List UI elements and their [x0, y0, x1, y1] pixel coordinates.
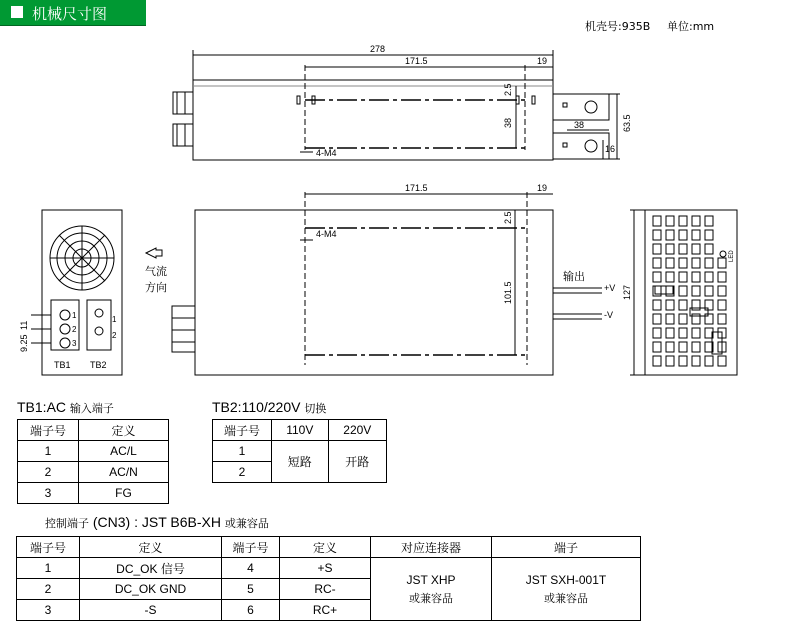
top-view: [173, 50, 620, 160]
led-label: LED: [729, 250, 735, 262]
vent-slot: [666, 342, 674, 352]
vent-slot: [679, 328, 687, 338]
vent-slot: [679, 230, 687, 240]
table-cell: FG: [79, 483, 169, 504]
vent-slot: [653, 244, 661, 254]
vent-slot: [718, 258, 726, 268]
cn3-header-def-a: 定义: [80, 537, 222, 558]
vent-slot: [653, 258, 661, 268]
cn3-connector-line-1: JST XHP: [406, 572, 456, 587]
vent-slot: [705, 272, 713, 282]
vent-slot: [705, 216, 713, 226]
vent-slot: [718, 356, 726, 366]
table-cell: 2: [17, 579, 80, 600]
tb2-pin-1: 1: [112, 315, 117, 324]
vent-slot: [705, 244, 713, 254]
tb1-header-pin: 端子号: [18, 420, 79, 441]
cn3-header-def-b: 定义: [280, 537, 371, 558]
vent-slot: [666, 230, 674, 240]
cn3-terminal-line-1: JST SXH-001T: [525, 572, 607, 587]
cn3-terminal-cell: [492, 558, 641, 621]
dim-63-5-label: 63.5: [622, 114, 632, 132]
vent-slot: [692, 286, 700, 296]
dim-171-side-label: 171.5: [405, 183, 428, 193]
airflow-label-2: 方向: [145, 282, 167, 294]
tb1-header-definition: 定义: [79, 420, 169, 441]
cn3-header-pin-b: 端子号: [222, 537, 280, 558]
vent-slot: [692, 230, 700, 240]
tb2-pin-2: 2: [112, 331, 117, 340]
vent-slot: [679, 286, 687, 296]
dim-19-label: 19: [537, 56, 548, 66]
table-cell: 3: [18, 483, 79, 504]
airflow-label-1: 气流: [145, 266, 167, 278]
dim-38-horizontal-label: 38: [574, 120, 585, 130]
vent-slot: [705, 286, 713, 296]
table-cell: 2: [18, 462, 79, 483]
tb1-table: [17, 419, 169, 504]
tb2-header-220v: 220V: [328, 420, 386, 441]
cn3-header-terminal: 端子: [492, 537, 641, 558]
vent-slot: [679, 216, 687, 226]
vent-slot: [679, 300, 687, 310]
table-cell: 3: [17, 600, 80, 621]
vent-slot: [692, 244, 700, 254]
vent-slot: [718, 300, 726, 310]
dim-2-5-side-label: 2.5: [503, 211, 513, 224]
table-row: [18, 462, 169, 483]
vent-slot: [705, 230, 713, 240]
vent-slot: [718, 286, 726, 296]
fan-view: [31, 210, 122, 375]
vent-slot: [692, 356, 700, 366]
vent-slot: [692, 328, 700, 338]
cn3-header-pin-a: 端子号: [17, 537, 80, 558]
dim-19-side-label: 19: [537, 183, 548, 193]
vent-slot: [692, 342, 700, 352]
unit-label: 单位:mm: [667, 20, 715, 33]
vent-slot: [666, 216, 674, 226]
table-cell: 5: [222, 579, 280, 600]
vent-slot: [666, 258, 674, 268]
plus-v-label: +V: [604, 283, 616, 293]
dim-101-5-label: 101.5: [503, 281, 513, 304]
cn3-connector-cell: [371, 558, 492, 621]
table-cell: 1: [213, 441, 272, 462]
mount-label-side: 4-M4: [316, 229, 337, 239]
vent-slot: [718, 314, 726, 324]
vent-slot: [653, 230, 661, 240]
tb1-pin-1: 1: [72, 311, 77, 320]
dim-127-label: 127: [622, 284, 632, 300]
table-cell: 1: [18, 441, 79, 462]
tb1-subtitle: 输入端子: [69, 402, 114, 415]
table-cell: 4: [222, 558, 280, 579]
vent-slot: [692, 258, 700, 268]
vent-slot: [653, 272, 661, 282]
table-row: [18, 483, 169, 504]
table-row: [213, 441, 387, 462]
tb2-label: TB2: [90, 360, 107, 370]
tb2-table: [212, 419, 387, 483]
dim-16-label: 16: [605, 144, 616, 154]
tb1-label: TB1: [54, 360, 71, 370]
vent-slot: [679, 342, 687, 352]
vent-slot: [653, 216, 661, 226]
dim-171-label: 171.5: [405, 56, 428, 66]
tb2-title: TB2:110/220V: [212, 399, 301, 415]
output-label: 输出: [563, 271, 585, 283]
table-cell: 1: [17, 558, 80, 579]
cn3-title-tail: 或兼容品: [224, 517, 269, 530]
table-cell: -S: [80, 600, 222, 621]
vent-slot: [653, 342, 661, 352]
vent-slot: [705, 258, 713, 268]
table-cell: +S: [280, 558, 371, 579]
tb2-caption: [212, 399, 326, 416]
table-row: [18, 441, 169, 462]
vent-slot: [679, 258, 687, 268]
table-row: [17, 558, 641, 579]
table-cell: RC-: [280, 579, 371, 600]
tb1-caption: [17, 399, 114, 416]
table-cell: AC/N: [79, 462, 169, 483]
table-cell: DC_OK GND: [80, 579, 222, 600]
dim-278-label: 278: [370, 44, 386, 54]
minus-v-label: -V: [604, 310, 613, 320]
tb2-110v-value: 短路: [272, 441, 329, 483]
vent-slot: [679, 272, 687, 282]
tb1-title: TB1:AC: [17, 399, 67, 415]
vent-slot: [653, 328, 661, 338]
tb2-header-110v: 110V: [272, 420, 329, 441]
table-cell: RC+: [280, 600, 371, 621]
vent-slot: [666, 244, 674, 254]
cn3-table: [16, 536, 641, 621]
vent-slot: [692, 216, 700, 226]
page-title: 机械尺寸图: [32, 5, 108, 23]
model-number: 机壳号:935B: [585, 20, 651, 33]
vent-slot: [666, 300, 674, 310]
vent-slot: [679, 356, 687, 366]
cn3-connector-line-2: 或兼容品: [409, 591, 453, 605]
tb2-220v-value: 开路: [328, 441, 386, 483]
side-view: [146, 192, 602, 375]
vent-slot: [666, 328, 674, 338]
vent-slot: [653, 356, 661, 366]
tb2-header-pin: 端子号: [213, 420, 272, 441]
vent-slot: [666, 314, 674, 324]
cn3-title-en: (CN3) : JST B6B-XH: [92, 514, 221, 530]
mount-label-top: 4-M4: [316, 148, 337, 158]
vent-slot: [653, 314, 661, 324]
vent-slot: [705, 356, 713, 366]
dim-38-vertical-label: 38: [503, 117, 513, 128]
vent-slot: [666, 356, 674, 366]
tb1-pin-2: 2: [72, 325, 77, 334]
tb2-subtitle: 切换: [304, 402, 327, 415]
dim-9-25-label: 9.25: [19, 334, 29, 352]
table-cell: AC/L: [79, 441, 169, 462]
table-cell: 2: [213, 462, 272, 483]
vent-slot: [666, 272, 674, 282]
cn3-title-cn: 控制端子: [45, 517, 89, 530]
table-cell: 6: [222, 600, 280, 621]
output-end-view: [630, 210, 737, 375]
vent-slot: [692, 272, 700, 282]
dim-11-label: 11: [19, 320, 29, 330]
tb1-pin-3: 3: [72, 339, 77, 348]
vent-slot: [653, 300, 661, 310]
vent-slot: [679, 244, 687, 254]
cn3-header-connector: 对应连接器: [371, 537, 492, 558]
vent-slot: [679, 314, 687, 324]
vent-slot: [718, 272, 726, 282]
cn3-terminal-line-2: 或兼容品: [544, 591, 588, 605]
table-cell: DC_OK 信号: [80, 558, 222, 579]
dim-2-5-label: 2.5: [503, 83, 513, 96]
cn3-caption: [45, 514, 269, 531]
